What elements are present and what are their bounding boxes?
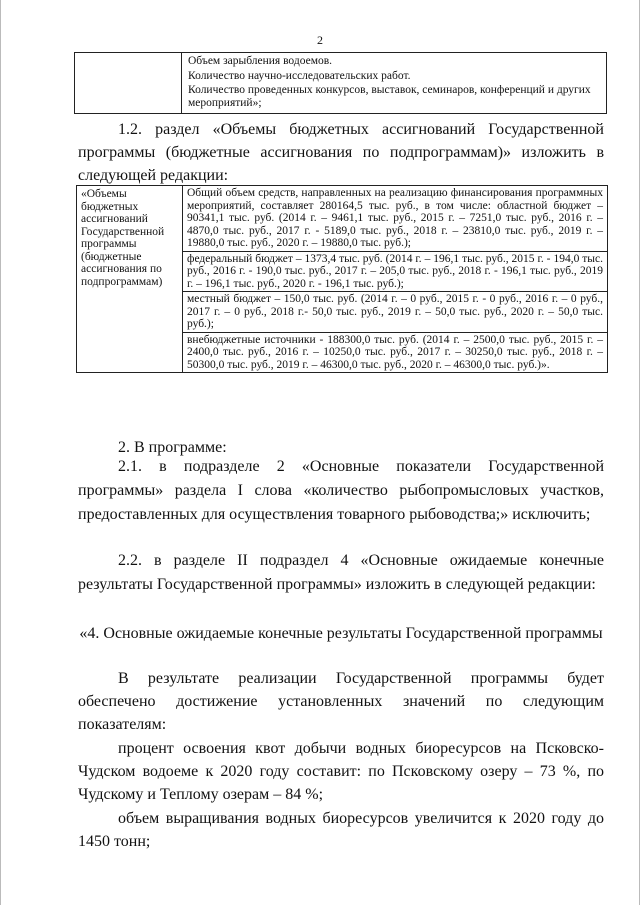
paragraph-1-2: 1.2. раздел «Объемы бюджетных ассигнований Государственной программы (бюджетные ассигнования по подпрограммам)» изложить в следующей редакции: xyxy=(78,121,604,184)
budget-row-local: местный бюджет – 150,0 тыс. руб. (2014 г. – 0 руб., 2015 г. - 0 руб., 2016 г. – 0 руб., 2017 г. – 0 руб., 2018 г.- 50,0 тыс. руб., 2019 г. – 50,0 тыс. руб., 2020 г. – 50,0 тыс. руб.); xyxy=(183,291,607,332)
top-table xyxy=(74,52,607,114)
budget-row-extra: внебюджетные источники - 188300,0 тыс. руб. (2014 г. – 2500,0 тыс. руб., 2015 г. – 2400,0 тыс. руб., 2016 г. – 10250,0 тыс. руб., 2017 г. – 30250,0 тыс. руб., 2018 г. – 50300,0 тыс. руб., 2019 г. – 46300,0 тыс. руб., 2020 г. – 46300,0 тыс. руб.)». xyxy=(183,332,607,373)
paragraph-2-1: 2.1. в подразделе 2 «Основные показатели Государственной программы» раздела I слова «количество рыбопромысловых участков, предоставленных для осуществления товарного рыбоводства;» исключить; xyxy=(78,458,604,523)
top-table-left-cell xyxy=(75,53,182,114)
section-heading-4: «4. Основные ожидаемые конечные результаты Государственной программы xyxy=(79,625,603,642)
budget-table-content xyxy=(183,186,608,373)
top-table-line: Количество проведенных конкурсов, выставок, семинаров, конференций и других мероприятий»; xyxy=(188,84,591,109)
budget-row-regional: Общий объем средств, направленных на реализацию финансирования программных мероприятий, составляет 280164,5 тыс. руб., в том числе: областной бюджет – 90341,1 тыс. руб. (2014 г. – 9461,1 тыс. руб., 2015 г. – 7251,0 тыс. руб., 2016 г. – 4870,0 тыс. руб., 2017 г. - 5189,0 тыс. руб., 2018 г. – 23810,0 тыс. руб., 2019 г. – 19880,0 тыс. руб., 2020 г. – 19880,0 тыс. руб.); xyxy=(187,187,603,249)
paragraph-2-2: 2.2. в разделе II подраздел 4 «Основные ожидаемые конечные результаты Государственной программы» изложить в следующей редакции: xyxy=(78,552,604,593)
page-number: 2 xyxy=(317,33,323,47)
paragraph-volume: объем выращивания водных биоресурсов увеличится к 2020 году до 1450 тонн; xyxy=(78,810,604,850)
top-table-right-cell xyxy=(182,53,607,114)
paragraph-2: 2. В программе: xyxy=(118,439,227,456)
paragraph-result: В результате реализации Государственной программы будет обеспечено достижение установленных значений по следующим показателям: xyxy=(78,670,604,733)
page-left-edge xyxy=(0,0,1,905)
budget-row-federal: федеральный бюджет – 1373,4 тыс. руб. (2014 г. – 196,1 тыс. руб., 2015 г. - 194,0 тыс. руб., 2016 г. - 190,0 тыс. руб., 2017 г. – 205,0 тыс. руб., 2018 г. - 196,1 тыс. руб., 2019 г. – 196,1 тыс. руб., 2020 г. - 196,1 тыс. руб.); xyxy=(183,251,607,292)
top-table-line: Количество научно-исследовательских работ. xyxy=(188,69,411,82)
budget-table xyxy=(76,185,608,373)
paragraph-quota: процент освоения квот добычи водных биоресурсов на Псковско-Чудском водоеме к 2020 году составит: по Псковскому озеру – 73 %, по Чудскому и Теплому озерам – 84 %; xyxy=(78,740,604,803)
budget-table-label: «Объемы бюджетных ассигнований Государственной программы (бюджетные ассигнования по подпрограммам) xyxy=(77,186,183,373)
top-table-line: Объем зарыбления водоемов. xyxy=(188,55,333,67)
